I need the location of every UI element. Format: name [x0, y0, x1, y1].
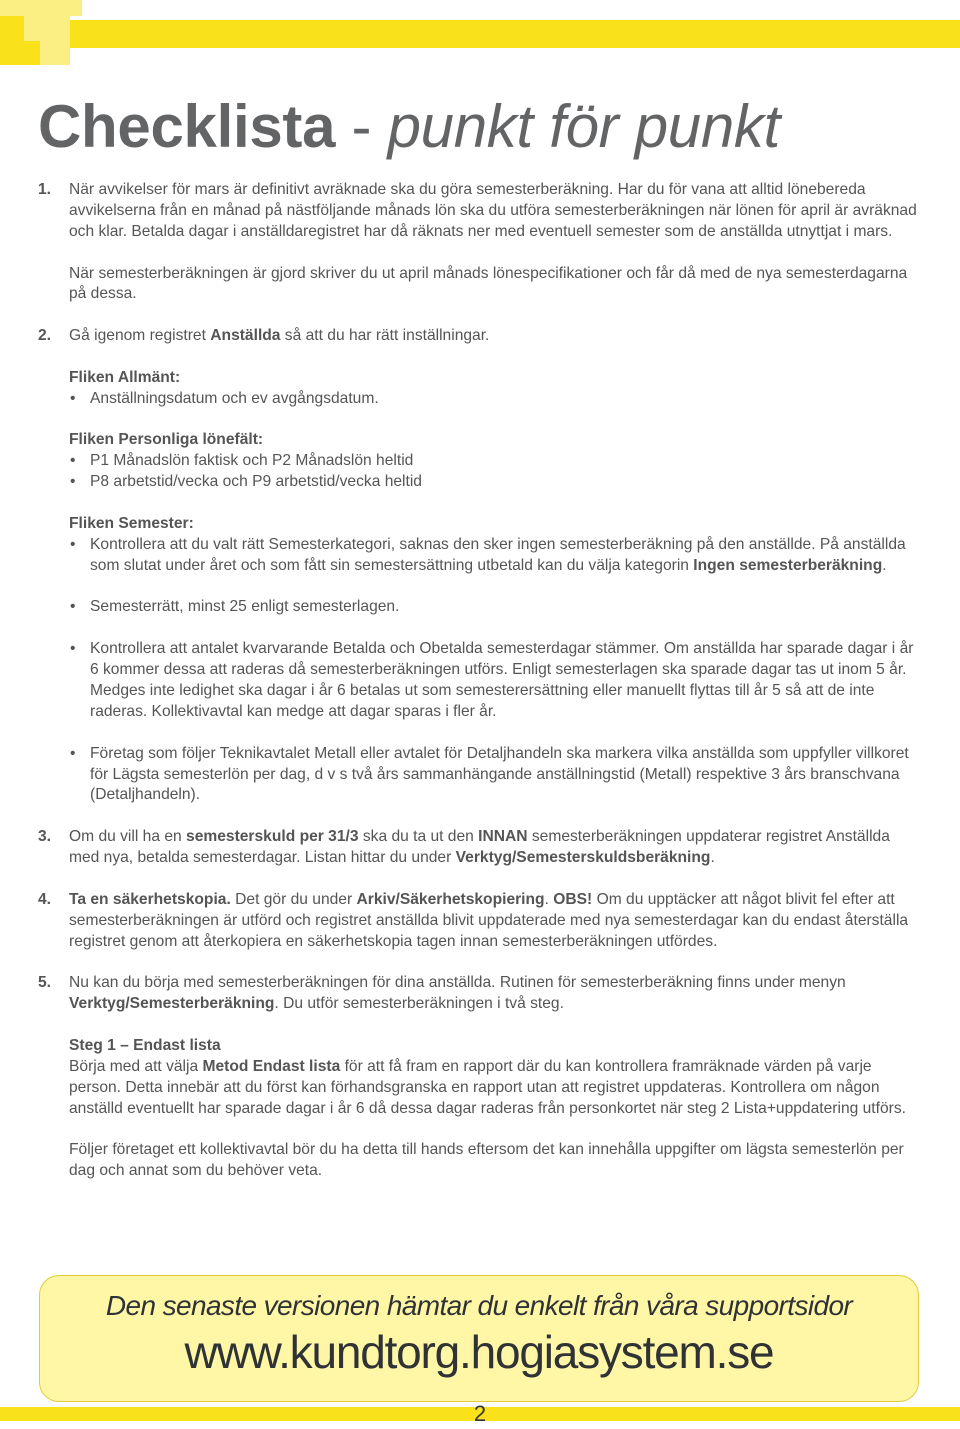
item-number: 3.: [38, 828, 52, 846]
item-2-intro: [69, 326, 924, 347]
item-5-paragraph: [69, 973, 924, 1015]
item-number: 2.: [38, 327, 52, 345]
text-span: semesterberäkningen uppdaterar registret Anställda med nya, betalda semesterdagar. Listan hittar du under: [69, 828, 890, 867]
bold-span: Ta en säkerhetskopia.: [69, 890, 231, 908]
text-span: Om du vill ha en: [69, 828, 187, 846]
text-span: Gå igenom registret: [69, 327, 211, 345]
text-span: . Du utför semesterberäkningen i två steg.: [274, 995, 564, 1013]
header-square: [24, 16, 70, 41]
checklist-item-4: [38, 890, 924, 953]
bullet-item: • Anställningsdatum och ev avgångsdatum.: [69, 389, 924, 410]
text-span: .: [710, 849, 715, 867]
item-3-paragraph: [69, 827, 924, 869]
header-square: [40, 41, 70, 65]
bullet-item: • Semesterrätt, minst 25 enligt semesterlagen.: [69, 597, 924, 618]
bold-span: OBS!: [553, 890, 593, 908]
checklist-item-1: [38, 180, 924, 305]
text-span: ska du ta ut den: [358, 828, 479, 846]
support-callout-box: [39, 1275, 919, 1402]
checklist-content: [38, 180, 924, 1182]
menu-path: Verktyg/Semesterskuldsberäkning: [455, 849, 711, 867]
menu-path: Arkiv/Säkerhetskopiering: [356, 890, 545, 908]
title-bold: Checklista: [38, 93, 336, 160]
text-span: Nu kan du börja med semesterberäkningen för dina anställda. Rutinen för semesterberäkning finns under menyn: [69, 974, 846, 992]
text-span: .: [544, 890, 554, 908]
item-1-paragraph-2: När semesterberäkningen är gjord skriver du ut april månads lönespecifikationer och får då med de nya semesterdagarna på dessa.: [69, 264, 908, 303]
bullet-item: • P8 arbetstid/vecka och P9 arbetstid/vecka heltid: [69, 472, 924, 493]
checklist-item-5: [38, 973, 924, 1182]
text-span: Börja med att välja: [69, 1057, 203, 1075]
text-span: Det gör du under: [230, 890, 357, 908]
checklist-item-3: [38, 827, 924, 869]
bold-span: Metod Endast lista: [202, 1057, 341, 1075]
bullet-item: • Företag som följer Teknikavtalet Metall eller avtalet för Detaljhandeln ska markera vilka anställda som uppfyller villkoret för Lägsta semesterlön per dag, d v s två års sammanhängande anställningstid (Metall) respektive 3 års branschvana (Detaljhandeln).: [69, 744, 924, 807]
item-number: 1.: [38, 181, 52, 198]
text-span: .: [882, 556, 887, 574]
bullet-item: [69, 535, 924, 577]
header-square: [52, 0, 82, 16]
menu-path: Verktyg/Semesterberäkning: [69, 995, 275, 1013]
tab-heading-semester: Fliken Semester:: [69, 514, 194, 532]
bullet-item: • P1 Månadslön faktisk och P2 Månadslön heltid: [69, 451, 924, 472]
tab-heading-allmant: Fliken Allmänt:: [69, 368, 181, 386]
header-square: [0, 16, 24, 41]
item-number: 5.: [38, 974, 52, 992]
bold-span: INNAN: [478, 828, 528, 846]
step-paragraph: [69, 1057, 924, 1120]
bullet-item: • Kontrollera att antalet kvarvarande Betalda och Obetalda semesterdagar stämmer. Om anställda har sparade dagar i år 6 kommer dessa att raderas då semesterberäkningen utförs. Enligt semesterlagen ska sparade dagar tas ut inom 5 år. Medges inte ledighet ska dagar i år 6 betalas ut som semesterersättning eller manuellt flyttas till år 5 så att de inte raderas. Kollektivavtal kan medge att dagar sparas i fler år.: [69, 639, 924, 723]
tab-heading-personliga: Fliken Personliga lönefält:: [69, 431, 264, 449]
checklist-item-2: [38, 326, 924, 806]
step-heading: Steg 1 – Endast lista: [69, 1036, 221, 1054]
header-square: [0, 0, 52, 16]
support-text: Den senaste versionen hämtar du enkelt från våra supportsidor: [105, 1290, 853, 1321]
category-name: Ingen semesterberäkning: [693, 556, 883, 574]
item-number: 4.: [38, 890, 52, 908]
title-italic: punkt för punkt: [387, 93, 780, 160]
text-span: Om du upptäcker att något blivit fel efter att semesterberäkningen är utförd och registret anställda blivit uppdaterade med nya semesterdagar kan du endast återställa registret genom att återkopiera en säkerhetskopia tagen innan semesterberäkningen utfördes.: [69, 890, 909, 950]
text-span: så att du har rätt inställningar.: [280, 327, 490, 345]
item-4-paragraph: [69, 890, 924, 953]
bold-span: semesterskuld per 31/3: [186, 828, 359, 846]
page-title: [38, 92, 780, 161]
item-1-paragraph: När avvikelser för mars är definitivt avräknade ska du göra semesterberäkning. Har du för vana att alltid lönebereda avvikelserna från en månad på nästföljande månads lön ska du utföra semesterberäkningen när lönen för april är avräknad och klar. Betalda dagar i anställdaregistret har då räknats ner med eventuell semester som de anställda utnyttjat i mars.: [69, 181, 917, 240]
register-name: Anställda: [210, 327, 281, 345]
text-span: för att få fram en rapport där du kan kontrollera framräknade värden på varje person. Detta innebär att du först kan förhandsgranska en rapport utan att registret uppdateras. Kontrollera om någon anställd eventuellt har sparade dagar i år 6 då dessa dagar raderas från personkortet när steg 2 Lista+uppdatering utförs.: [69, 1057, 906, 1117]
text-span: Kontrollera att du valt rätt Semesterkategori, saknas den sker ingen semesterberäkning på den anställde. På anställda som slutat under året och som fått sin semestersättning utbetald kan du välja kategorin: [90, 535, 906, 574]
page-number: 2: [473, 1401, 487, 1426]
title-separator: -: [335, 93, 388, 160]
item-5-closing-paragraph: Följer företaget ett kollektivavtal bör du ha detta till hands eftersom det kan innehålla uppgifter om lägsta semesterlön per dag och annat som du behöver veta.: [69, 1141, 904, 1180]
header-bar: [70, 20, 960, 48]
header-square: [0, 41, 40, 65]
support-url-link[interactable]: www.kundtorg.hogiasystem.se: [184, 1326, 774, 1378]
